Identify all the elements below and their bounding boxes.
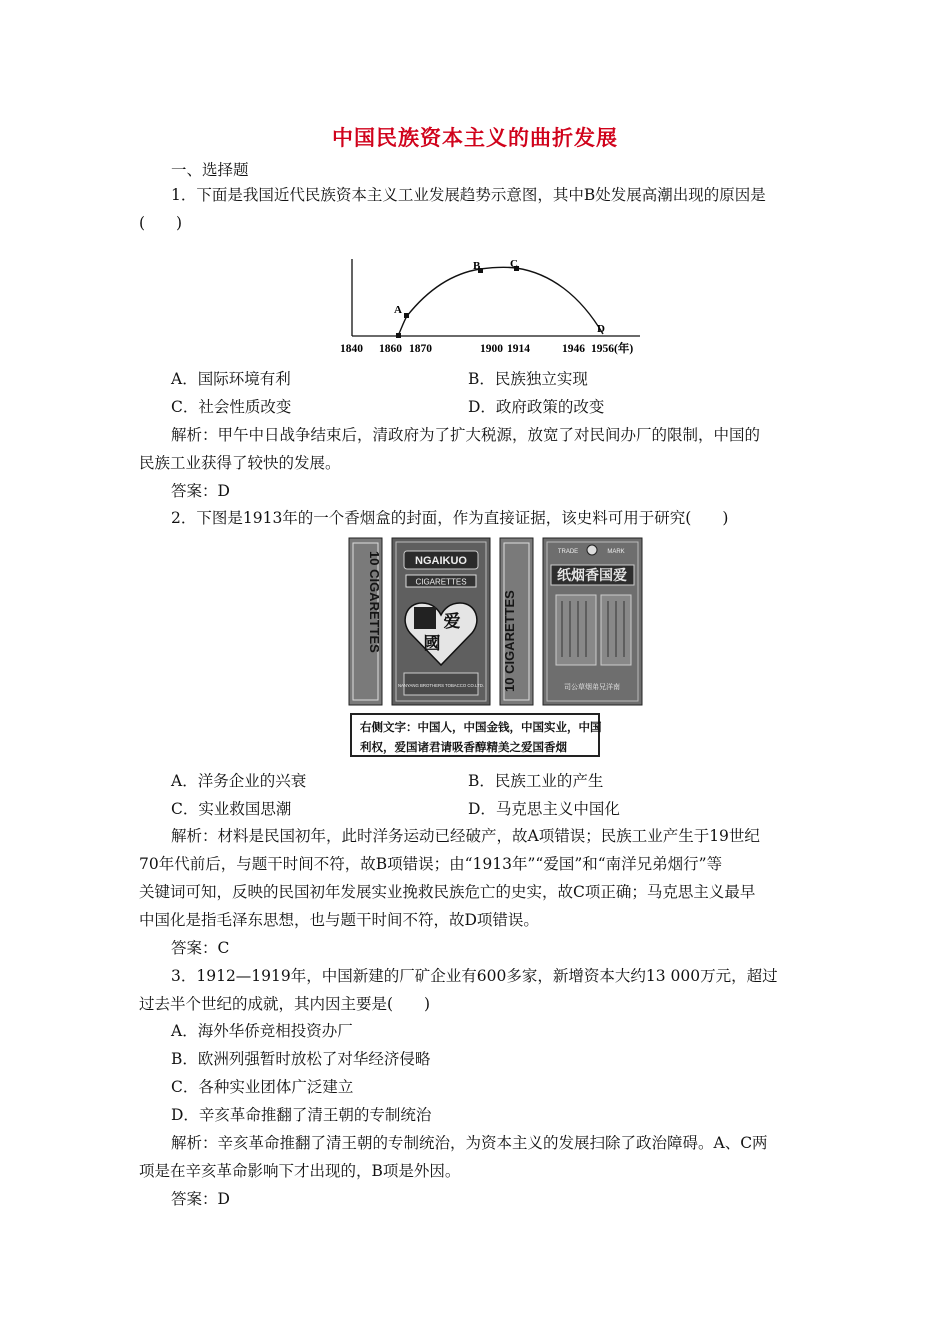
tick-label-1840: 1840 xyxy=(340,343,363,355)
q1-option-a: A．国际环境有利 xyxy=(171,370,291,388)
image-caption-box xyxy=(350,713,600,757)
q2-option-b: B．民族工业的产生 xyxy=(468,772,604,790)
q1-answer: 答案：D xyxy=(171,482,230,500)
trademark-emblem xyxy=(587,545,597,555)
point-b-label: B xyxy=(473,260,481,272)
q3-answer: 答案：D xyxy=(171,1190,230,1208)
q1-stem-line2: ( ) xyxy=(139,214,183,232)
caption-line1: 右侧文字：中国人，中国金钱，中国实业，中国 xyxy=(360,720,602,734)
tick-label-1860: 1860 xyxy=(379,343,402,355)
point-c-label: C xyxy=(510,258,518,270)
cigarette-box-image xyxy=(348,537,644,707)
point-d-label: D xyxy=(597,323,605,335)
tick-label-1900: 1900 xyxy=(480,343,503,355)
q3-option-b: B．欧洲列强暂时放松了对华经济侵略 xyxy=(171,1050,431,1068)
bottom-company-text: 司公草烟弟兄洋南 xyxy=(564,683,620,691)
q2-stem: 2．下图是1913年的一个香烟盒的封面，作为直接证据，该史料可用于研究( ) xyxy=(171,509,729,527)
q2-analysis-line2: 70年代前后，与题干时间不符，故B项错误；由“1913年”“爱国”和“南洋兄弟烟行”等 xyxy=(139,855,723,873)
q2-analysis-line1: 解析：材料是民国初年，此时洋务运动已经破产，故A项错误；民族工业产生于19世纪 xyxy=(171,827,760,845)
tick-label-1956: 1956(年) xyxy=(591,343,634,355)
brand-label: NGAIKUO xyxy=(415,555,467,567)
q1-option-c: C．社会性质改变 xyxy=(171,398,292,416)
q2-analysis-line4: 中国化是指毛泽东思想，也与题干时间不符，故D项错误。 xyxy=(139,911,539,929)
mark-label: MARK xyxy=(607,549,625,555)
q2-option-a: A．洋务企业的兴衰 xyxy=(171,772,307,790)
emblem-char-top: 爱 xyxy=(443,612,461,632)
q1-option-d: D．政府政策的改变 xyxy=(468,398,605,416)
q1-analysis-line2: 民族工业获得了较快的发展。 xyxy=(139,454,341,472)
q3-analysis-line1: 解析：辛亥革命推翻了清王朝的专制统治，为资本主义的发展扫除了政治障碍。A、C两 xyxy=(171,1134,768,1152)
q1-stem-line1: 1．下面是我国近代民族资本主义工业发展趋势示意图，其中B处发展高潮出现的原因是 xyxy=(171,186,766,204)
q3-stem-line1: 3．1912—1919年，中国新建的厂矿企业有600多家，新增资本大约13 000万元，超过 xyxy=(171,967,778,985)
side-label-right: 10 CIGARETTES xyxy=(502,590,517,692)
cigarette-box-graphic xyxy=(348,537,644,707)
industry-trend-chart xyxy=(330,255,660,360)
q3-option-a: A．海外华侨竞相投资办厂 xyxy=(171,1022,353,1040)
q2-option-c: C．实业救国思潮 xyxy=(171,800,292,818)
caption-line2: 利权，爱国诸君请吸香醇精美之爱国香烟 xyxy=(360,740,567,754)
q3-option-c: C．各种实业团体广泛建立 xyxy=(171,1078,354,1096)
q2-option-d: D．马克思主义中国化 xyxy=(468,800,620,818)
side-label-left: 10 CIGARETTES xyxy=(367,551,382,653)
tick-label-1914: 1914 xyxy=(507,343,530,355)
q1-option-b: B．民族独立实现 xyxy=(468,370,588,388)
q2-analysis-line3: 关键词可知，反映的民国初年发展实业挽救民族危亡的史实，故C项正确；马克思主义最早 xyxy=(139,883,756,901)
point-origin-marker xyxy=(396,333,401,338)
section-heading: 一、选择题 xyxy=(171,161,249,179)
point-a-label: A xyxy=(394,304,402,316)
trend-curve xyxy=(398,267,603,336)
page-title: 中国民族资本主义的曲折发展 xyxy=(332,125,618,150)
trade-label: TRADE xyxy=(557,549,579,555)
q3-analysis-line2: 项是在辛亥革命影响下才出现的，B项是外因。 xyxy=(139,1162,461,1180)
q3-option-d: D．辛亥革命推翻了清王朝的专制统治 xyxy=(171,1106,432,1124)
cigarettes-label: CIGARETTES xyxy=(415,577,467,587)
tick-label-1946: 1946 xyxy=(562,343,585,355)
chinese-brand-label: 纸烟香国爱 xyxy=(557,568,627,584)
tick-label-1870: 1870 xyxy=(409,343,432,355)
q2-answer: 答案：C xyxy=(171,939,230,957)
q1-analysis-line1: 解析：甲午中日战争结束后，清政府为了扩大税源，放宽了对民间办厂的限制，中国的 xyxy=(171,426,761,444)
emblem-char-mid: 國 xyxy=(423,634,441,654)
company-label: NANYANG BROTHERS TOBACCO CO.LTD. xyxy=(397,683,485,688)
q3-stem-line2: 过去半个世纪的成就，其内因主要是( ) xyxy=(139,995,431,1013)
point-a-marker xyxy=(404,313,409,318)
